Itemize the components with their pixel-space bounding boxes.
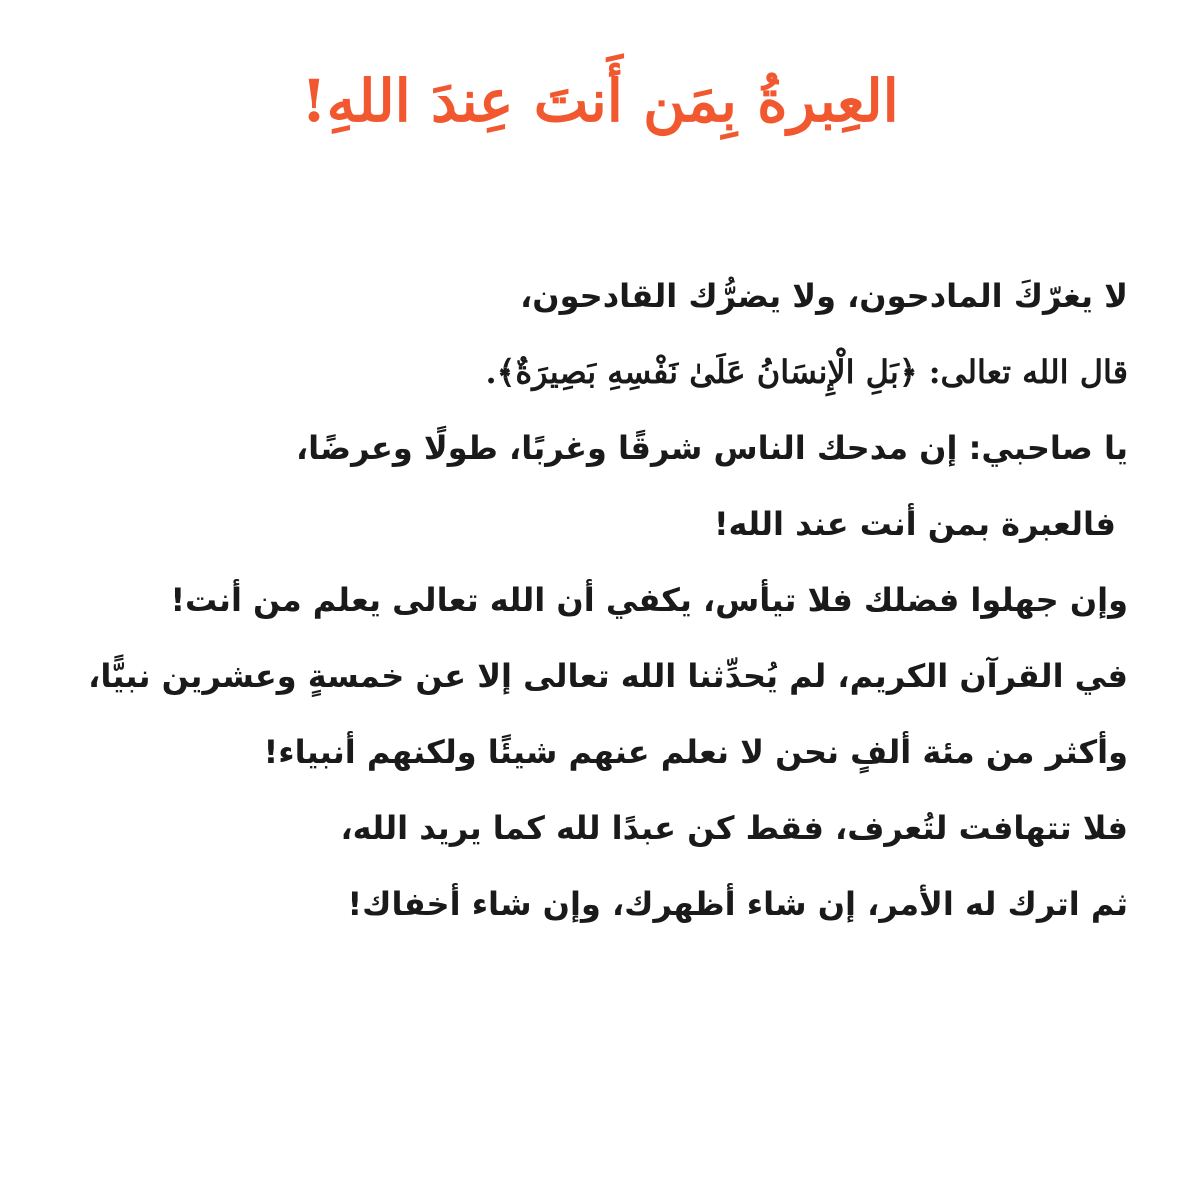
text-line-1: لا يغرّكَ المادحون، ولا يضرُّك القادحون، bbox=[520, 277, 1128, 315]
text-line-7: وأكثر من مئة ألفٍ نحن لا نعلم عنهم شيئًا ولكنهم أنبياء! bbox=[263, 733, 1128, 771]
text-line-4: فالعبرة بمن أنت عند الله! bbox=[713, 505, 1116, 543]
text-line-2-quran-verse: قال الله تعالى: ﴿بَلِ الْإِنسَانُ عَلَىٰ نَفْسِهِ بَصِيرَةٌ﴾. bbox=[485, 353, 1128, 391]
page-title: العِبرةُ بِمَن أَنتَ عِندَ اللهِ! bbox=[301, 67, 899, 135]
body-text bbox=[60, 258, 1128, 942]
text-line-5: وإن جهلوا فضلك فلا تيأس، يكفي أن الله تعالى يعلم من أنت! bbox=[170, 581, 1128, 619]
text-line-6: في القرآن الكريم، لم يُحدِّثنا الله تعالى إلا عن خمسةٍ وعشرين نبيًّا، bbox=[88, 657, 1128, 695]
text-line-9: ثم اترك له الأمر، إن شاء أظهرك، وإن شاء أخفاك! bbox=[347, 885, 1128, 923]
text-line-3: يا صاحبي: إن مدحك الناس شرقًا وغربًا، طولًا وعرضًا، bbox=[295, 429, 1128, 467]
text-line-8: فلا تتهافت لتُعرف، فقط كن عبدًا لله كما يريد الله، bbox=[340, 809, 1128, 847]
